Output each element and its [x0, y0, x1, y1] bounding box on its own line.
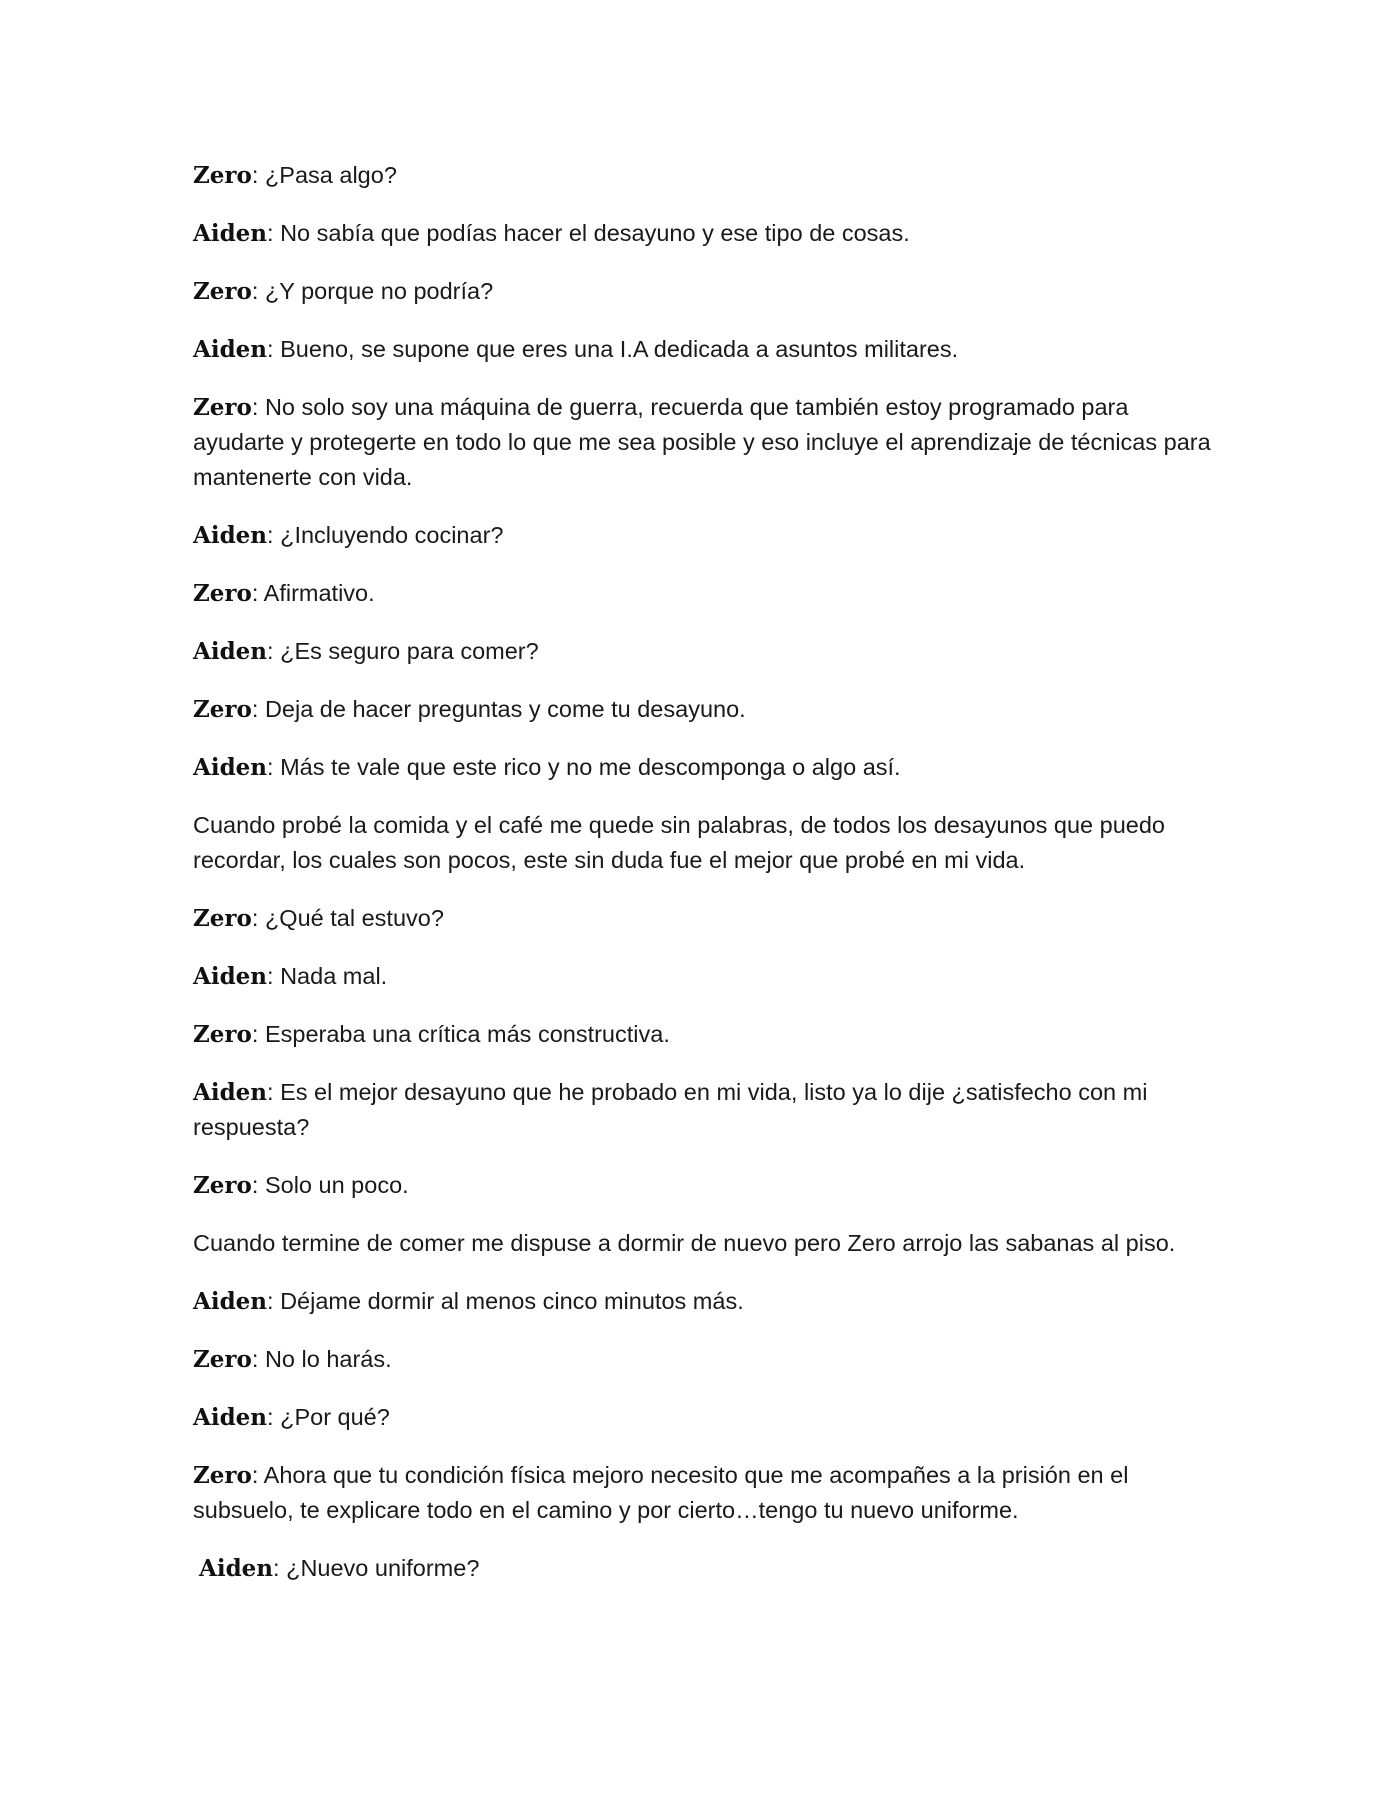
dialogue-line — [193, 634, 1213, 669]
dialogue-line — [193, 1284, 1213, 1319]
speaker-name: Zero — [193, 1346, 252, 1373]
speaker-name: Zero — [193, 1462, 252, 1489]
dialogue-line — [193, 901, 1213, 936]
narration-text: Cuando termine de comer me dispuse a dormir de nuevo pero Zero arrojo las sabanas al piso. — [193, 1230, 1176, 1256]
speaker-name: Aiden — [193, 1079, 268, 1106]
dialogue-text: : Más te vale que este rico y no me descomponga o algo así. — [267, 754, 901, 780]
dialogue-line — [193, 390, 1213, 495]
dialogue-text: : ¿Pasa algo? — [251, 162, 397, 188]
dialogue-text: : No sabía que podías hacer el desayuno y ese tipo de cosas. — [267, 220, 910, 246]
dialogue-text: : ¿Es seguro para comer? — [267, 638, 539, 664]
speaker-name: Aiden — [193, 638, 268, 665]
dialogue-line — [193, 1458, 1213, 1528]
dialogue-text: : Deja de hacer preguntas y come tu desayuno. — [251, 696, 746, 722]
dialogue-line — [193, 1168, 1213, 1203]
dialogue-line — [193, 692, 1213, 727]
dialogue-line — [193, 1400, 1213, 1435]
speaker-name: Zero — [193, 162, 252, 189]
speaker-name: Aiden — [193, 220, 268, 247]
dialogue-text: : Bueno, se supone que eres una I.A dedicada a asuntos militares. — [267, 336, 959, 362]
dialogue-text: : ¿Incluyendo cocinar? — [267, 522, 504, 548]
dialogue-line — [193, 332, 1213, 367]
speaker-name: Aiden — [193, 522, 268, 549]
speaker-name: Zero — [193, 580, 252, 607]
narration-paragraph — [193, 808, 1213, 878]
dialogue-text: : Esperaba una crítica más constructiva. — [251, 1021, 670, 1047]
dialogue-text: : ¿Nuevo uniforme? — [273, 1555, 480, 1581]
dialogue-line — [193, 216, 1213, 251]
speaker-name: Aiden — [193, 1404, 268, 1431]
speaker-name: Aiden — [199, 1555, 274, 1582]
dialogue-line — [193, 274, 1213, 309]
dialogue-text: : Déjame dormir al menos cinco minutos más. — [267, 1288, 744, 1314]
dialogue-line — [193, 576, 1213, 611]
narration-paragraph — [193, 1226, 1213, 1261]
speaker-name: Aiden — [193, 963, 268, 990]
speaker-name: Zero — [193, 1172, 252, 1199]
speaker-name: Zero — [193, 1021, 252, 1048]
dialogue-text: : Es el mejor desayuno que he probado en mi vida, listo ya lo dije ¿satisfecho con mi respuesta? — [193, 1079, 1148, 1140]
dialogue-line — [193, 158, 1213, 193]
dialogue-line — [193, 1075, 1213, 1145]
dialogue-text: : ¿Y porque no podría? — [251, 278, 494, 304]
dialogue-text: : Afirmativo. — [251, 580, 375, 606]
speaker-name: Aiden — [193, 336, 268, 363]
dialogue-line — [193, 1551, 1213, 1586]
dialogue-text: : No lo harás. — [251, 1346, 392, 1372]
dialogue-line — [193, 1017, 1213, 1052]
speaker-name: Zero — [193, 278, 252, 305]
speaker-name: Zero — [193, 394, 252, 421]
dialogue-text: : Nada mal. — [267, 963, 388, 989]
dialogue-text: : Solo un poco. — [251, 1172, 409, 1198]
speaker-name: Zero — [193, 696, 252, 723]
document-body — [193, 158, 1213, 1609]
dialogue-line — [193, 1342, 1213, 1377]
dialogue-line — [193, 959, 1213, 994]
speaker-name: Aiden — [193, 1288, 268, 1315]
dialogue-text: : ¿Por qué? — [267, 1404, 390, 1430]
dialogue-line — [193, 750, 1213, 785]
speaker-name: Zero — [193, 905, 252, 932]
dialogue-text: : ¿Qué tal estuvo? — [251, 905, 444, 931]
narration-text: Cuando probé la comida y el café me quede sin palabras, de todos los desayunos que puedo recordar, los cuales son pocos, este sin duda fue el mejor que probé en mi vida. — [193, 812, 1165, 873]
speaker-name: Aiden — [193, 754, 268, 781]
dialogue-text: : Ahora que tu condición física mejoro necesito que me acompañes a la prisión en el subsuelo, te explicare todo en el camino y por cierto…tengo tu nuevo uniforme. — [193, 1462, 1129, 1523]
dialogue-text: : No solo soy una máquina de guerra, recuerda que también estoy programado para ayudarte y protegerte en todo lo que me sea posible y eso incluye el aprendizaje de técnicas para mantenerte con vida. — [193, 394, 1211, 490]
dialogue-line — [193, 518, 1213, 553]
